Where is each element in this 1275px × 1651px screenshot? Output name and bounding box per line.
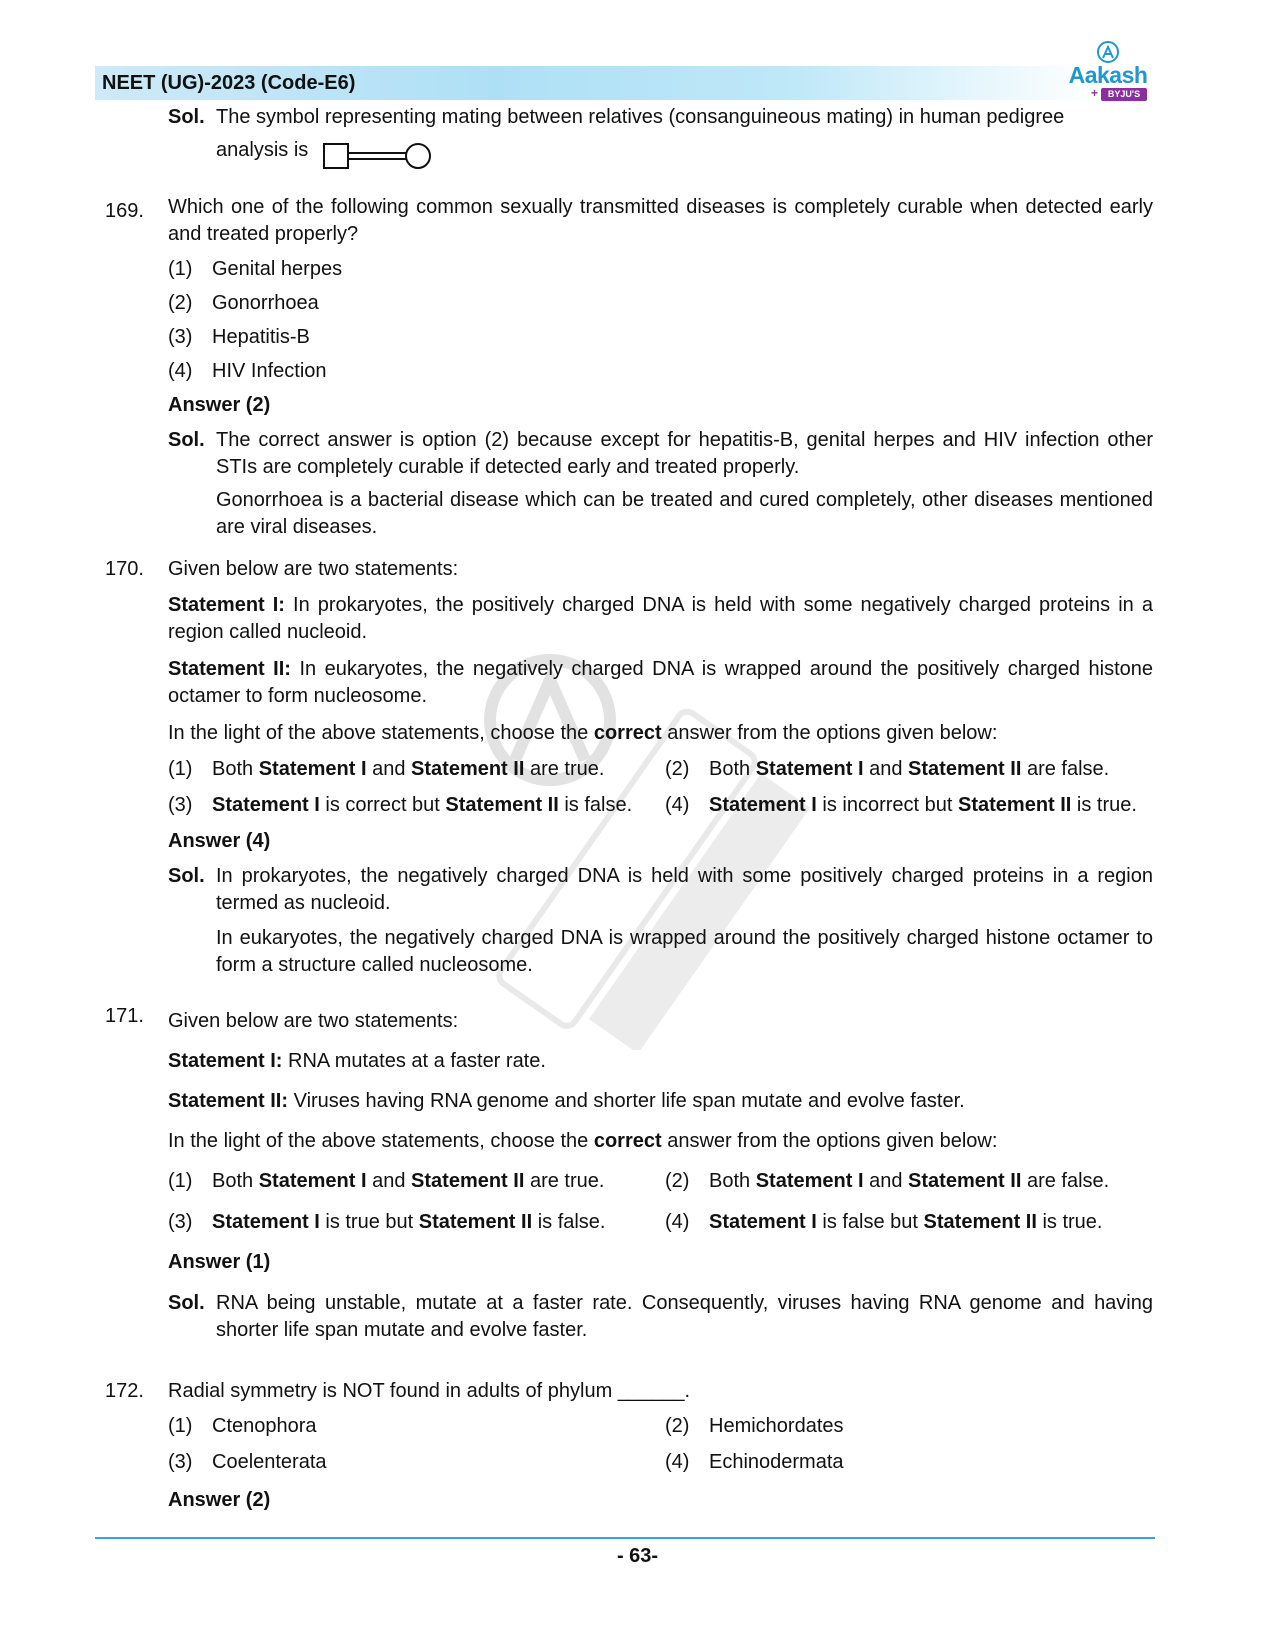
statement-1 <box>168 1048 1153 1075</box>
solution <box>168 1290 1153 1341</box>
option-number: (2) <box>665 1415 690 1437</box>
choose-pre: In the light of the above statements, choose the <box>168 722 589 744</box>
opt-bold: Statement II <box>923 1211 1037 1233</box>
option-number: (3) <box>168 326 193 348</box>
sol-paragraph-1: In prokaryotes, the negatively charged DNA is held with some positively charged proteins in a region termed as nucleoid. <box>216 865 1153 914</box>
opt-text: is true but <box>325 1211 414 1233</box>
opt-text: Both <box>709 1170 751 1192</box>
opt-bold: Statement I <box>755 758 864 780</box>
choose-bold: correct <box>593 1130 662 1152</box>
option-number: (2) <box>665 1170 690 1192</box>
option-number: (4) <box>665 794 690 816</box>
opt-bold: Statement I <box>709 1211 817 1233</box>
option-number: (3) <box>168 794 193 816</box>
opt-bold: Statement I <box>755 1170 864 1192</box>
question-number: 170. <box>105 558 144 580</box>
sol-label: Sol. <box>168 865 205 887</box>
question-text: Which one of the following common sexually transmitted diseases is completely curable when detected early and treated properly? <box>168 196 1153 245</box>
option-number: (1) <box>168 758 193 780</box>
opt-bold: Statement I <box>709 794 817 816</box>
answer: Answer (4) <box>168 830 271 852</box>
opt-text: and <box>372 758 406 780</box>
opt-bold: Statement I <box>258 758 367 780</box>
opt-bold: Statement II <box>418 1211 533 1233</box>
choose-pre: In the light of the above statements, choose the <box>168 1130 589 1152</box>
footer-divider <box>95 1537 1155 1539</box>
option-2 <box>665 1413 844 1440</box>
option-4 <box>665 1209 1103 1236</box>
opt-bold: Statement II <box>908 758 1022 780</box>
sol-paragraph-2: Gonorrhoea is a bacterial disease which can be treated and cured completely, other diseases mentioned are viral diseases. <box>216 489 1153 538</box>
answer: Answer (1) <box>168 1251 271 1273</box>
opt-text: and <box>869 758 903 780</box>
opt-bold: Statement II <box>908 1170 1022 1192</box>
sol-label: Sol. <box>168 106 205 128</box>
option-number: (4) <box>665 1211 690 1233</box>
question-text: Radial symmetry is NOT found in adults of phylum ______. <box>168 1380 691 1402</box>
option-4 <box>168 358 327 385</box>
sol-label: Sol. <box>168 1292 205 1314</box>
opt-text: are true. <box>529 758 605 780</box>
consanguineous-mating-symbol-icon <box>322 140 434 172</box>
opt-bold: Statement II <box>445 794 559 816</box>
opt-text: is false but <box>822 1211 918 1233</box>
option-1 <box>168 1168 604 1195</box>
statement-label: Statement I: <box>168 594 285 616</box>
answer: Answer (2) <box>168 394 271 416</box>
opt-text: Both <box>709 758 751 780</box>
question-intro: Given below are two statements: <box>168 1010 459 1032</box>
statement-text: In prokaryotes, the positively charged DNA is held with some negatively charged proteins in a region called nucleoid. <box>168 594 1153 643</box>
option-text: Gonorrhoea <box>212 292 319 314</box>
opt-bold: Statement I <box>258 1170 367 1192</box>
option-text: Hepatitis-B <box>212 326 310 348</box>
option-2 <box>665 1168 1109 1195</box>
option-2 <box>168 290 319 317</box>
top-solution <box>168 104 1153 131</box>
option-1 <box>168 256 342 283</box>
option-text: HIV Infection <box>212 360 327 382</box>
option-text: Genital herpes <box>212 258 343 280</box>
opt-text: are true. <box>529 1170 605 1192</box>
choose-bold: correct <box>593 722 662 744</box>
opt-text: is true. <box>1042 1211 1103 1233</box>
option-number: (1) <box>168 258 193 280</box>
sol-paragraph-1: The correct answer is option (2) because except for hepatitis-B, genital herpes and HIV infection other STIs are completely curable if detected early and treated properly. <box>216 429 1153 478</box>
statement-text: Viruses having RNA genome and shorter life span mutate and evolve faster. <box>293 1090 965 1112</box>
option-text: Ctenophora <box>212 1415 317 1437</box>
statement-text: RNA mutates at a faster rate. <box>288 1050 546 1072</box>
question-number: 169. <box>105 200 144 222</box>
statement-text: In eukaryotes, the negatively charged DNA is wrapped around the positively charged histone octamer to form nucleosome. <box>168 658 1153 707</box>
statement-label: Statement II: <box>168 1090 289 1112</box>
option-text: Hemichordates <box>709 1415 844 1437</box>
answer: Answer (2) <box>168 1489 271 1511</box>
sol-text-line2: analysis is <box>216 139 309 161</box>
opt-bold: Statement II <box>411 758 525 780</box>
option-number: (4) <box>168 360 193 382</box>
choose-post: answer from the options given below: <box>667 722 998 744</box>
option-4 <box>665 1449 844 1476</box>
sol-label: Sol. <box>168 429 205 451</box>
opt-text: is false. <box>564 794 633 816</box>
choose-instruction <box>168 720 1153 747</box>
option-1 <box>168 1413 317 1440</box>
opt-text: Both <box>212 758 254 780</box>
opt-text: are false. <box>1026 1170 1110 1192</box>
opt-bold: Statement I <box>212 794 320 816</box>
opt-text: is true. <box>1076 794 1137 816</box>
option-number: (4) <box>665 1451 690 1473</box>
opt-bold: Statement I <box>212 1211 320 1233</box>
statement-label: Statement I: <box>168 1050 283 1072</box>
logo-text: Aakash <box>1068 62 1148 88</box>
opt-text: and <box>372 1170 406 1192</box>
opt-text: is incorrect but <box>822 794 953 816</box>
option-1 <box>168 756 604 783</box>
opt-text: is false. <box>537 1211 606 1233</box>
option-text: Coelenterata <box>212 1451 327 1473</box>
opt-bold: Statement II <box>958 794 1072 816</box>
opt-text: Both <box>212 1170 254 1192</box>
option-number: (1) <box>168 1415 193 1437</box>
opt-text: is correct but <box>325 794 440 816</box>
statement-1 <box>168 592 1153 646</box>
opt-text: are false. <box>1026 758 1110 780</box>
solution <box>168 427 1153 538</box>
question-number: 171. <box>105 1005 144 1027</box>
statement-2 <box>168 656 1153 710</box>
sol-paragraph-2: In eukaryotes, the negatively charged DNA is wrapped around the positively charged histone octamer to form a structure called nucleosome. <box>216 927 1153 976</box>
statement-label: Statement II: <box>168 658 291 680</box>
sol-text-line1: The symbol representing mating between relatives (consanguineous mating) in human pedigree <box>216 106 1065 128</box>
option-2 <box>665 756 1109 783</box>
option-3 <box>168 792 632 819</box>
option-number: (3) <box>168 1211 193 1233</box>
sol-paragraph-1: RNA being unstable, mutate at a faster rate. Consequently, viruses having RNA genome and having shorter life span mutate and evolve faster. <box>216 1292 1153 1341</box>
opt-bold: Statement II <box>411 1170 525 1192</box>
choose-post: answer from the options given below: <box>667 1130 998 1152</box>
option-number: (2) <box>168 292 193 314</box>
option-3 <box>168 1209 606 1236</box>
solution <box>168 863 1153 976</box>
logo-sub: BYJU'S <box>1101 88 1147 101</box>
option-3 <box>168 1449 327 1476</box>
question-number: 172. <box>105 1380 144 1402</box>
logo-plus-icon: + <box>1091 86 1099 100</box>
page-number: - 63- <box>616 1545 659 1567</box>
opt-text: and <box>869 1170 903 1192</box>
option-3 <box>168 324 310 351</box>
option-text: Echinodermata <box>709 1451 844 1473</box>
option-number: (3) <box>168 1451 193 1473</box>
option-number: (2) <box>665 758 690 780</box>
page-header-title: NEET (UG)-2023 (Code-E6) <box>102 72 356 94</box>
option-4 <box>665 792 1137 819</box>
question-intro: Given below are two statements: <box>168 558 459 580</box>
statement-2 <box>168 1088 1153 1115</box>
option-number: (1) <box>168 1170 193 1192</box>
choose-instruction <box>168 1128 1153 1155</box>
